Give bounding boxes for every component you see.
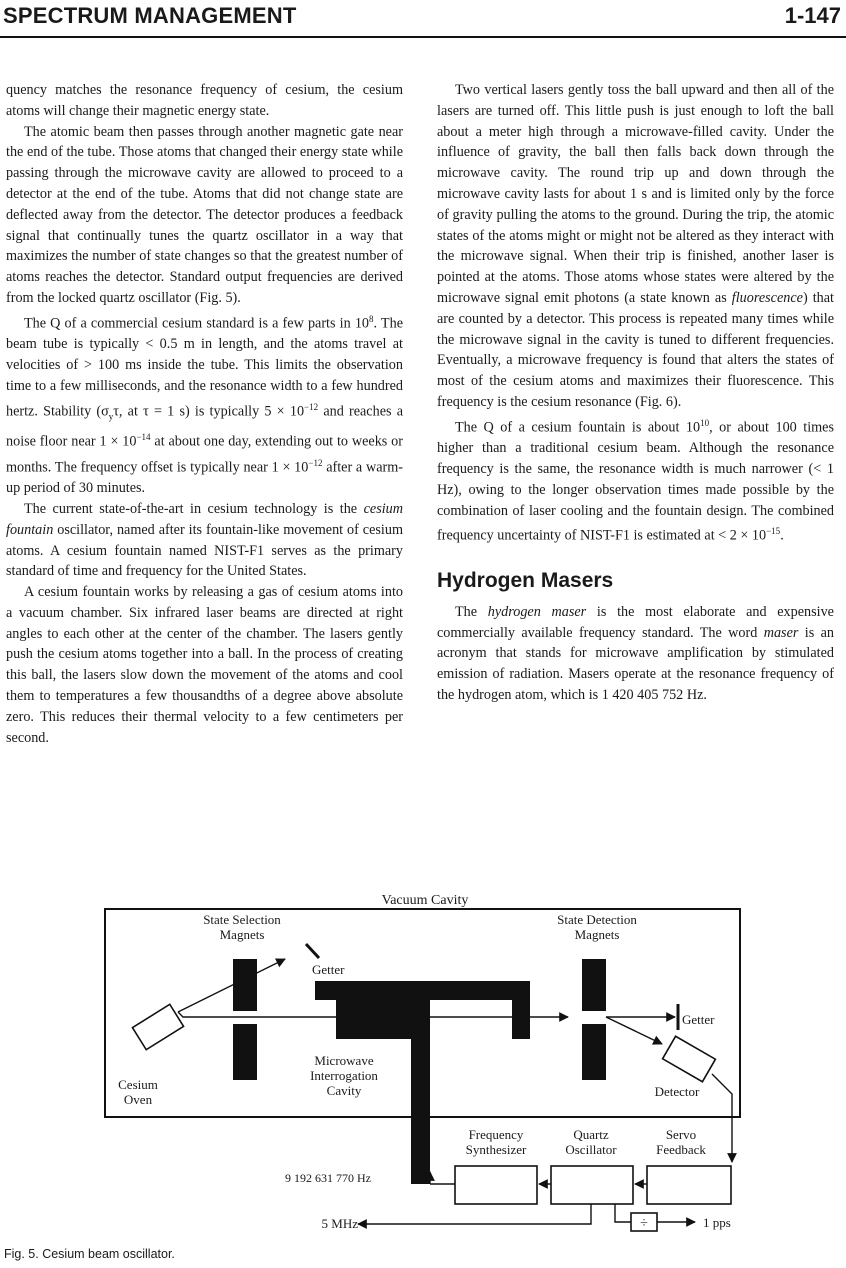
figure-diagram bbox=[100, 884, 750, 1234]
paragraph: The Q of a commercial cesium standard is a few parts in $10^8$. The beam tube is typically < 0.5 m in length, and the atoms travel at velocities of > 100 ms inside the tube. This limits the observation time to a few milliseconds, and the resonance width to a few hundred hertz. Stability ($\sigma_y\tau$, at τ = 1 s) is typically $5 \times 10^{-12}$ and reaches a noise floor near $1 \times 10^{-14}$ at about one day, extending out to weeks or months. The frequency offset is typically near $1 \times 10^{-12}$ after a warm-up period of 30 minutes. bbox=[6, 313, 404, 497]
beam-path bbox=[606, 1017, 662, 1044]
beam-path bbox=[178, 959, 285, 1012]
paragraph: The atomic beam then passes through another magnetic gate near the end of the tube. Those atoms that changed their energy state while passing through the microwave cavity are allowed to proceed to a detector at the end of the tube. Atoms that did not change state are deflected away from the detector. The detector produces a feedback signal that continually tunes the quartz oscillator in a way that maximizes the number of state changes so that the greatest number of atoms reaches the detector. Standard output frequencies are derived from the locked quartz oscillator (Fig. 5). bbox=[6, 123, 403, 306]
right-column bbox=[437, 80, 834, 706]
microwave-cavity-label: Interrogation bbox=[310, 1068, 378, 1083]
state-detection-label: State Detection bbox=[557, 912, 637, 927]
divider-symbol: ÷ bbox=[640, 1216, 648, 1231]
detector-label: Detector bbox=[654, 1084, 700, 1099]
frequency-synthesizer-label: Synthesizer bbox=[465, 1142, 527, 1157]
frequency-synthesizer-label: Frequency bbox=[468, 1127, 524, 1142]
left-column bbox=[6, 80, 403, 748]
section-heading: Hydrogen Masers bbox=[437, 569, 614, 592]
quartz-oscillator-box bbox=[551, 1166, 633, 1204]
detector-box bbox=[663, 1036, 716, 1082]
getter-left-label: Getter bbox=[312, 962, 345, 977]
five-mhz-label: 5 MHz bbox=[321, 1216, 358, 1231]
cesium-oven-label: Oven bbox=[123, 1092, 153, 1107]
running-title: SPECTRUM MANAGEMENT bbox=[3, 3, 297, 28]
page-header bbox=[3, 3, 841, 33]
figure-caption: Fig. 5. Cesium beam oscillator. bbox=[4, 1247, 175, 1261]
servo-feedback-box bbox=[647, 1166, 731, 1204]
servo-feedback-label: Servo bbox=[665, 1127, 697, 1142]
header-rule bbox=[0, 36, 846, 38]
state-detection-label: Magnets bbox=[574, 927, 620, 942]
paragraph: The hydrogen maser is the most elaborate and expensive commercially available frequency standard. The word maser is an acronym that stands for microwave amplification by stimulated emission of radiation. Masers operate at the resonance frequency of the hydrogen atom, which is 1 420 405 752 Hz. bbox=[437, 603, 835, 703]
state-detection-magnet bbox=[582, 959, 606, 1011]
quartz-oscillator-label: Oscillator bbox=[565, 1142, 617, 1157]
paragraph: The Q of a cesium fountain is about $10^{10}$, or about 100 times higher than a traditional cesium beam. Although the resonance frequency is the same, the resonance width is much narrower (< 1 Hz), owing to the longer observation times made possible by the combination of laser cooling and the fountain design. The combined frequency uncertainty of NIST-F1 is estimated at < $2 \times 10^{-15}$. bbox=[437, 417, 834, 545]
cesium-oven-label: Cesium bbox=[118, 1077, 158, 1092]
state-selection-magnet bbox=[233, 959, 257, 1011]
output-line bbox=[358, 1204, 591, 1224]
vacuum-cavity-label: Vacuum Cavity bbox=[381, 893, 469, 908]
paragraph: The current state-of-the-art in cesium technology is the cesium fountain oscillator, named after its fountain-like movement of cesium atoms. A cesium fountain named NIST-F1 serves as the primary standard of time and frequency for the United States. bbox=[6, 500, 403, 580]
cesium-oven-box bbox=[132, 1004, 183, 1049]
frequency-synthesizer-box bbox=[455, 1166, 537, 1204]
cesium-beam-oscillator-figure bbox=[100, 884, 750, 1234]
state-selection-label: State Selection bbox=[203, 912, 281, 927]
paragraph: Two vertical lasers gently toss the ball upward and then all of the lasers are turned off. This little push is just enough to loft the ball about a meter high through a microwave-filled cavity. Under the influence of gravity, the ball then falls back down through the microwave cavity. The round trip up and down through the microwave cavity lasts for about 1 s and is limited only by the force of gravity pulling the atoms to the ground. During the trip, the atomic states of the atoms might or might not be altered as they interact with the microwave signal. When their trip is finished, another laser is pointed at the atoms. Those atoms whose states were altered by the microwave signal emit photons (a state known as fluorescence) that are counted by a detector. This process is repeated many times while the microwave signal in the cavity is tuned to different frequencies. Eventually, a microwave frequency is found that alters the states of most of the cesium atoms and maximizes their fluorescence. This frequency is the cesium resonance (Fig. 6). bbox=[437, 82, 835, 410]
pps-label: 1 pps bbox=[703, 1215, 731, 1230]
state-selection-label: Magnets bbox=[219, 927, 265, 942]
state-selection-magnet bbox=[233, 1024, 257, 1080]
servo-feedback-label: Feedback bbox=[656, 1142, 706, 1157]
page-number: 1-147 bbox=[784, 3, 841, 28]
microwave-cavity-label: Cavity bbox=[326, 1083, 362, 1098]
state-detection-magnet bbox=[582, 1024, 606, 1080]
paragraph: A cesium fountain works by releasing a gas of cesium atoms into a vacuum chamber. Six infrared laser beams are directed at right angles to each other at the center of the chamber. The lasers gently push the cesium atoms together into a ball. In the process of creating this ball, the lasers slow down the movement of the atoms and cool them to temperatures a few thousandths of a degree above absolute zero. This reduces their thermal velocity to a few centimeters per second. bbox=[6, 584, 403, 746]
quartz-oscillator-label: Quartz bbox=[573, 1127, 609, 1142]
paragraph: quency matches the resonance frequency of cesium, the cesium atoms will change their magnetic energy state. bbox=[6, 82, 403, 119]
getter-left bbox=[306, 944, 319, 958]
getter-right-label: Getter bbox=[682, 1012, 715, 1027]
frequency-label: 9 192 631 770 Hz bbox=[285, 1171, 371, 1185]
microwave-cavity-label: Microwave bbox=[314, 1053, 374, 1068]
